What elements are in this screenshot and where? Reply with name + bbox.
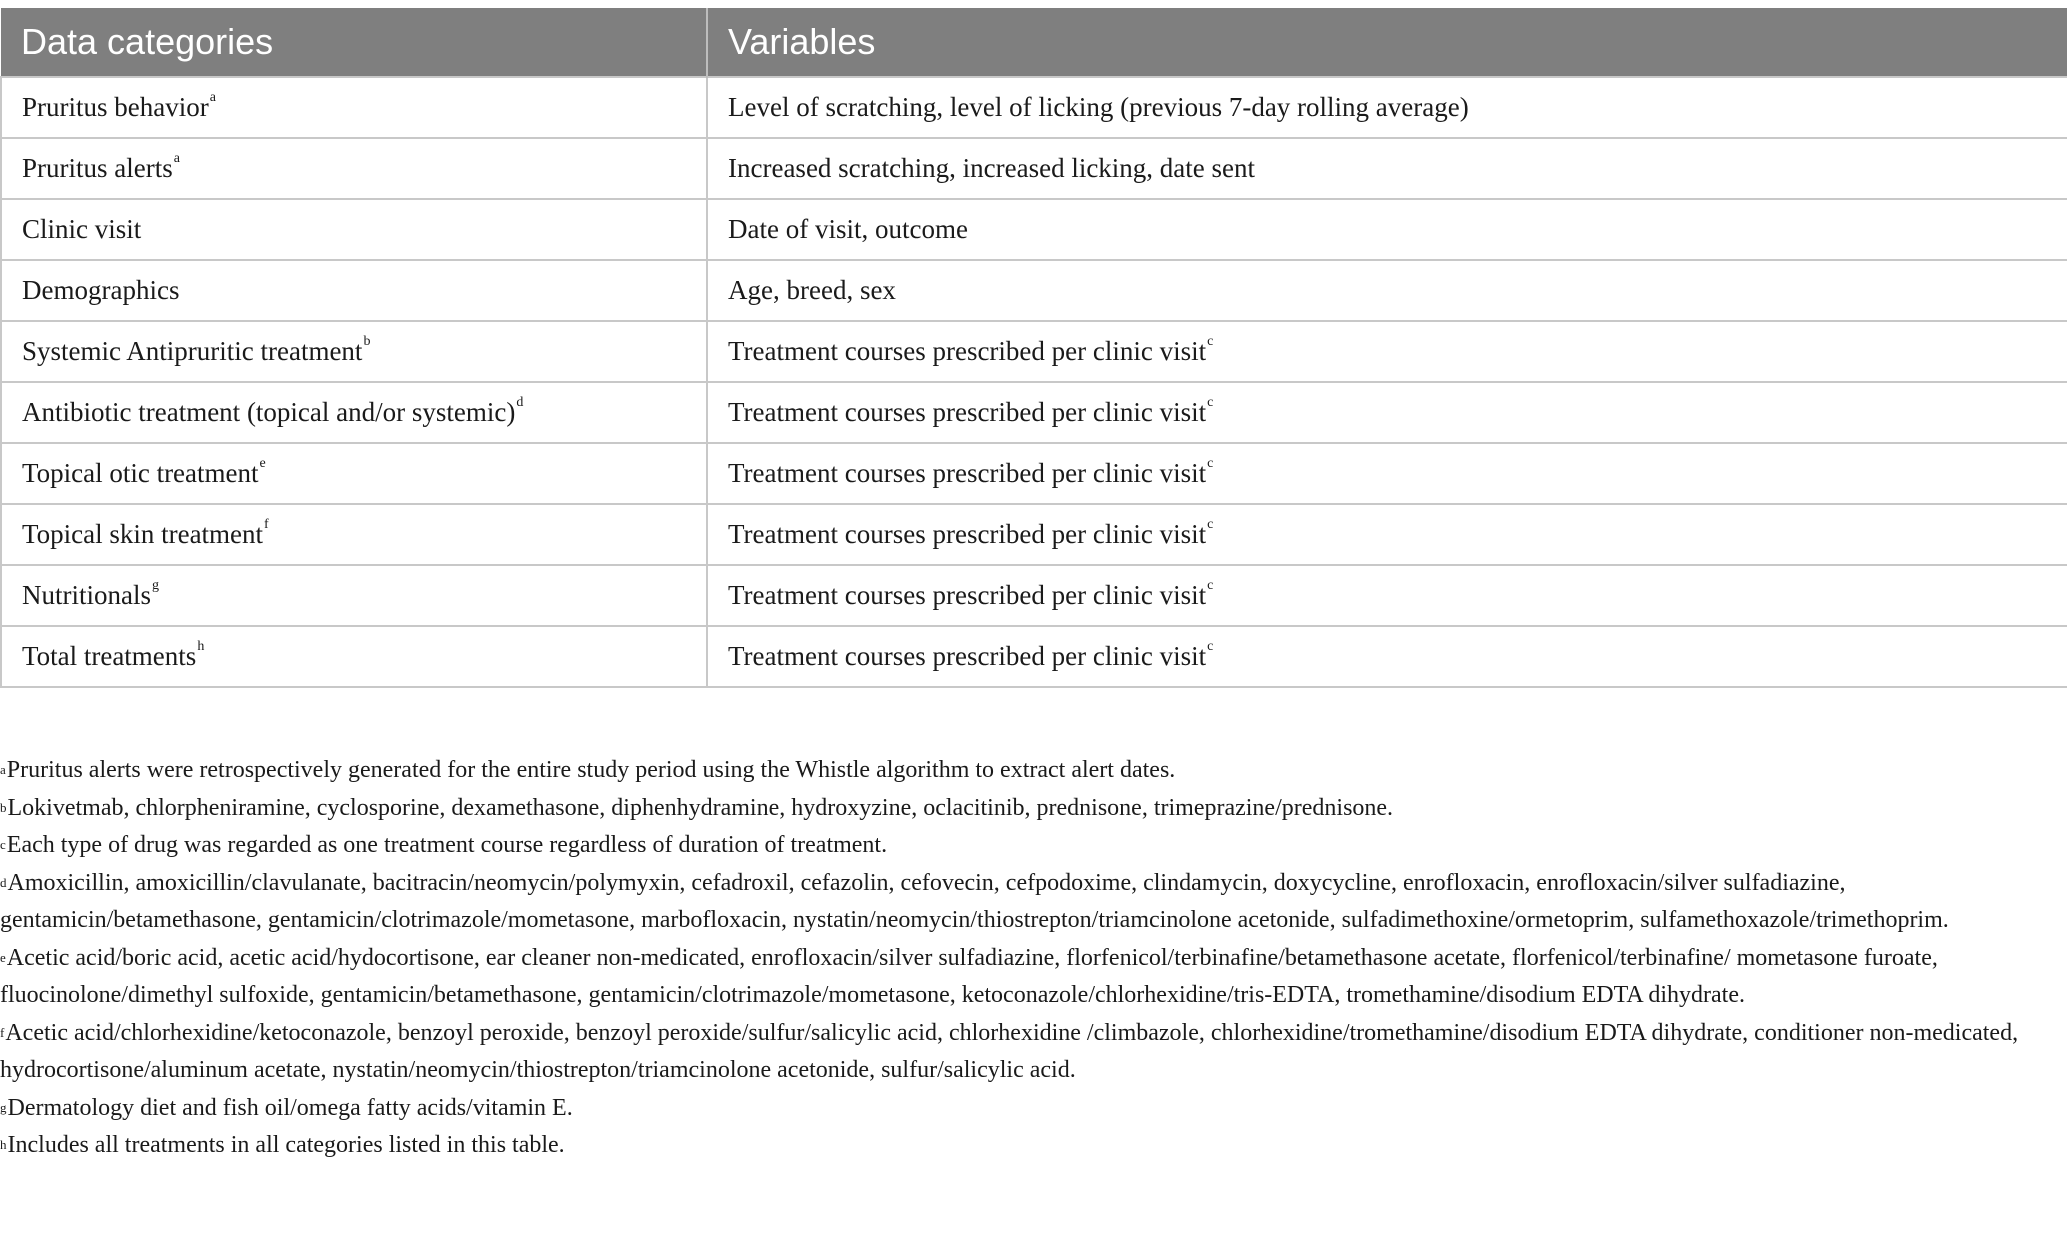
table-row xyxy=(1,382,2067,443)
footnotes xyxy=(0,752,2060,1165)
category-cell xyxy=(1,321,707,382)
footnote-mark: c xyxy=(0,837,6,852)
variable-text: Treatment courses prescribed per clinic visit xyxy=(728,336,1207,366)
footnote-a xyxy=(0,752,2060,790)
variable-cell xyxy=(707,77,2067,138)
category-text: Total treatments xyxy=(22,641,197,671)
footnote-mark: a xyxy=(0,762,6,777)
footnote-mark: c xyxy=(1207,517,1214,532)
footnote-text: Acetic acid/chlorhexidine/ketoconazole, benzoyl peroxide, benzoyl peroxide/sulfur/salicylic acid, chlorhexidine /climbazole, chlorhexidine/tromethamine/disodium EDTA dihydrate, conditioner non-medicated, hydrocortisone/aluminum acetate, nystatin/neomycin/thiostrepton/triamcinolone acetonide, sulfur/salicylic acid. xyxy=(0,1019,2019,1083)
data-table-container xyxy=(0,8,2067,688)
footnote-text: Includes all treatments in all categories listed in this table. xyxy=(7,1132,565,1158)
variable-text: Age, breed, sex xyxy=(728,275,896,305)
variable-cell xyxy=(707,199,2067,260)
variable-text: Increased scratching, increased licking, date sent xyxy=(728,153,1256,183)
category-text: Systemic Antipruritic treatment xyxy=(22,336,363,366)
variable-cell xyxy=(707,504,2067,565)
category-cell xyxy=(1,565,707,626)
footnote-g xyxy=(0,1090,2060,1128)
footnote-mark: c xyxy=(1207,639,1214,654)
table-row xyxy=(1,260,2067,321)
variable-text: Treatment courses prescribed per clinic visit xyxy=(728,580,1207,610)
category-text: Nutritionals xyxy=(22,580,151,610)
variable-cell xyxy=(707,565,2067,626)
footnote-mark: c xyxy=(1207,456,1214,471)
table-header xyxy=(1,8,2067,77)
footnote-mark: f xyxy=(0,1024,5,1040)
header-variables: Variables xyxy=(707,8,2067,77)
header-row xyxy=(1,8,2067,77)
category-text: Demographics xyxy=(22,275,180,305)
variable-text: Treatment courses prescribed per clinic visit xyxy=(728,458,1207,488)
category-text: Antibiotic treatment (topical and/or systemic) xyxy=(22,397,516,427)
footnote-text: Acetic acid/boric acid, acetic acid/hydocortisone, ear cleaner non-medicated, enrofloxacin/silver sulfadiazine, florfenicol/terbinafine/betamethasone acetate, florfenicol/terbinafine/ mometasone furoate, fluocinolone/dimethyl sulfoxide, gentamicin/betamethasone, gentamicin/clotrimazole/mometasone, ketoconazole/chlorhexidine/tris-EDTA, tromethamine/disodium EDTA dihydrate. xyxy=(0,944,1938,1008)
table-body xyxy=(1,77,2067,687)
variable-text: Treatment courses prescribed per clinic visit xyxy=(728,641,1207,671)
category-text: Topical otic treatment xyxy=(22,458,259,488)
category-cell xyxy=(1,504,707,565)
category-cell xyxy=(1,382,707,443)
data-table xyxy=(0,8,2067,688)
category-cell xyxy=(1,138,707,199)
variable-text: Treatment courses prescribed per clinic visit xyxy=(728,397,1207,427)
footnote-text: Amoxicillin, amoxicillin/clavulanate, bacitracin/neomycin/polymyxin, cefadroxil, cefazolin, cefovecin, cefpodoxime, clindamycin, doxycycline, enrofloxacin, enrofloxacin/silver sulfadiazine, gentamicin/betamethasone, gentamicin/clotrimazole/mometasone, marbofloxacin, nystatin/neomycin/thiostrepton/triamcinolone acetonide, sulfadimethoxine/ormetoprim, sulfamethoxazole/trimethoprim. xyxy=(0,869,1949,933)
category-cell xyxy=(1,77,707,138)
footnote-mark: f xyxy=(264,517,269,532)
footnote-mark: h xyxy=(197,639,205,654)
variable-cell xyxy=(707,138,2067,199)
variable-cell xyxy=(707,443,2067,504)
footnote-mark: e xyxy=(0,949,6,965)
category-text: Clinic visit xyxy=(22,214,142,244)
footnote-d xyxy=(0,865,2060,940)
footnote-mark: e xyxy=(259,456,266,471)
category-text: Topical skin treatment xyxy=(22,519,264,549)
footnote-c xyxy=(0,827,2060,865)
footnote-mark: c xyxy=(1207,578,1214,593)
footnote-mark: c xyxy=(1207,334,1214,349)
footnote-mark: g xyxy=(152,578,159,593)
variable-cell xyxy=(707,321,2067,382)
table-row xyxy=(1,77,2067,138)
category-cell xyxy=(1,626,707,687)
footnote-mark: b xyxy=(0,799,7,815)
header-data-categories: Data categories xyxy=(1,8,707,77)
footnote-mark: b xyxy=(363,334,371,349)
variable-cell xyxy=(707,260,2067,321)
variable-cell xyxy=(707,626,2067,687)
table-row xyxy=(1,443,2067,504)
table-row xyxy=(1,321,2067,382)
variable-cell xyxy=(707,382,2067,443)
table-row xyxy=(1,199,2067,260)
category-cell xyxy=(1,443,707,504)
category-text: Pruritus behavior xyxy=(22,92,209,122)
footnote-e xyxy=(0,940,2060,1015)
footnote-mark: c xyxy=(1207,395,1214,410)
footnote-b xyxy=(0,790,2060,828)
footnote-mark: d xyxy=(516,395,524,410)
footnote-text: Each type of drug was regarded as one treatment course regardless of duration of treatment. xyxy=(6,832,888,858)
variable-text: Date of visit, outcome xyxy=(728,214,968,244)
footnote-mark: g xyxy=(0,1099,7,1115)
variable-text: Level of scratching, level of licking (previous 7-day rolling average) xyxy=(728,92,1469,122)
footnote-text: Dermatology diet and fish oil/omega fatty acids/vitamin E. xyxy=(7,1094,573,1121)
footnote-f xyxy=(0,1015,2060,1090)
category-cell xyxy=(1,260,707,321)
footnote-mark: d xyxy=(0,874,7,890)
category-cell xyxy=(1,199,707,260)
footnote-text: Lokivetmab, chlorpheniramine, cyclosporine, dexamethasone, diphenhydramine, hydroxyzine, oclacitinib, prednisone, trimeprazine/prednisone. xyxy=(7,794,1394,821)
table-row xyxy=(1,138,2067,199)
footnote-mark: h xyxy=(0,1137,7,1152)
table-row xyxy=(1,565,2067,626)
category-text: Pruritus alerts xyxy=(22,153,173,183)
footnote-mark: a xyxy=(209,90,216,105)
footnote-h xyxy=(0,1127,2060,1165)
table-row xyxy=(1,504,2067,565)
table-row xyxy=(1,626,2067,687)
footnote-text: Pruritus alerts were retrospectively generated for the entire study period using the Whistle algorithm to extract alert dates. xyxy=(6,757,1176,783)
variable-text: Treatment courses prescribed per clinic visit xyxy=(728,519,1207,549)
footnote-mark: a xyxy=(173,151,180,166)
